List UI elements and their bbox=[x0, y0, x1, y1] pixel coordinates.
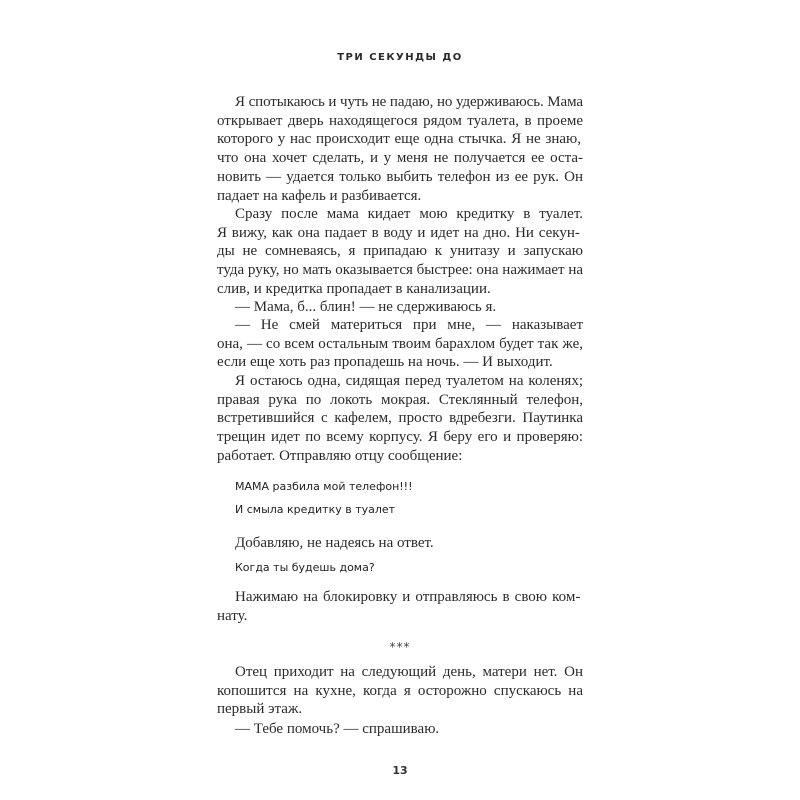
paragraph-line: правая рука по локоть мокрая. Стеклянный телефон, bbox=[217, 391, 583, 408]
paragraph-line: — Не смей материться при мне, — наказывает bbox=[235, 317, 583, 333]
paragraph-line: Я спотыкаюсь и чуть не падаю, но удерживаюсь. Мама bbox=[235, 94, 583, 110]
page-number: 13 bbox=[392, 764, 408, 777]
paragraph-line: первый этаж. bbox=[217, 701, 303, 718]
message-2: И смыла кредитку в туалет bbox=[235, 503, 396, 516]
message-3: Когда ты будешь дома? bbox=[235, 561, 375, 574]
paragraph-line: нату. bbox=[217, 607, 248, 624]
paragraph-line: Я вижу, как она падает в воду и идет на дно. Ни секун- bbox=[217, 224, 580, 241]
paragraph-line: Сразу после мама кидает мою кредитку в туалет. bbox=[235, 206, 583, 222]
paragraph-line: которого у нас происходит еще одна стычка. Я не знаю, bbox=[217, 131, 582, 148]
paragraph-line: что она хочет сделать, и у меня не получается ее оста- bbox=[217, 150, 583, 167]
paragraph-line: трещин идет по всему корпусу. Я беру его и проверяю: bbox=[217, 429, 583, 446]
paragraph-line: Отец приходит на следующий день, матери нет. Он bbox=[235, 664, 583, 680]
paragraph-line: ды не сомневаясь, я припадаю к унитазу и запускаю bbox=[217, 243, 583, 260]
dialogue-line: — Тебе помочь? — спрашиваю. bbox=[235, 721, 440, 737]
paragraph-line: туда руку, но мать оказывается быстрее: она нажимает на bbox=[217, 262, 583, 279]
paragraph-line: если еще хоть раз пропадешь на ночь. — И выходит. bbox=[217, 354, 553, 371]
paragraph-line: Я остаюсь одна, сидящая перед туалетом на коленях; bbox=[235, 373, 583, 389]
paragraph-line: новить — удается только выбить телефон из ее рук. Он bbox=[217, 168, 583, 185]
paragraph-line: работает. Отправляю отцу сообщение: bbox=[217, 447, 463, 464]
paragraph-line: — Мама, б... блин! — не сдерживаюсь я. bbox=[235, 299, 497, 315]
paragraph-line: встретившийся с кафелем, просто вдребезги. Паутинка bbox=[217, 410, 583, 427]
paragraph-line: слив, и кредитка пропадает в канализации. bbox=[217, 280, 491, 297]
paragraph-line: открывает дверь находящегося рядом туалета, в проеме bbox=[217, 112, 583, 129]
section-separator: *** bbox=[389, 640, 411, 654]
running-header: ТРИ СЕКУНДЫ ДО bbox=[337, 52, 463, 63]
message-1: МАМА разбила мой телефон!!! bbox=[235, 480, 413, 493]
paragraph-line: Добавляю, не надеясь на ответ. bbox=[235, 535, 434, 551]
paragraph-line: Нажимаю на блокировку и отправляюсь в свою ком- bbox=[235, 589, 581, 605]
paragraph-line: падает на кафель и разбивается. bbox=[217, 187, 422, 204]
paragraph-line: копошится на кухне, когда я осторожно спускаюсь на bbox=[217, 682, 583, 699]
paragraph-line: она, — со всем остальным твоим барахлом будет так же, bbox=[217, 335, 583, 352]
